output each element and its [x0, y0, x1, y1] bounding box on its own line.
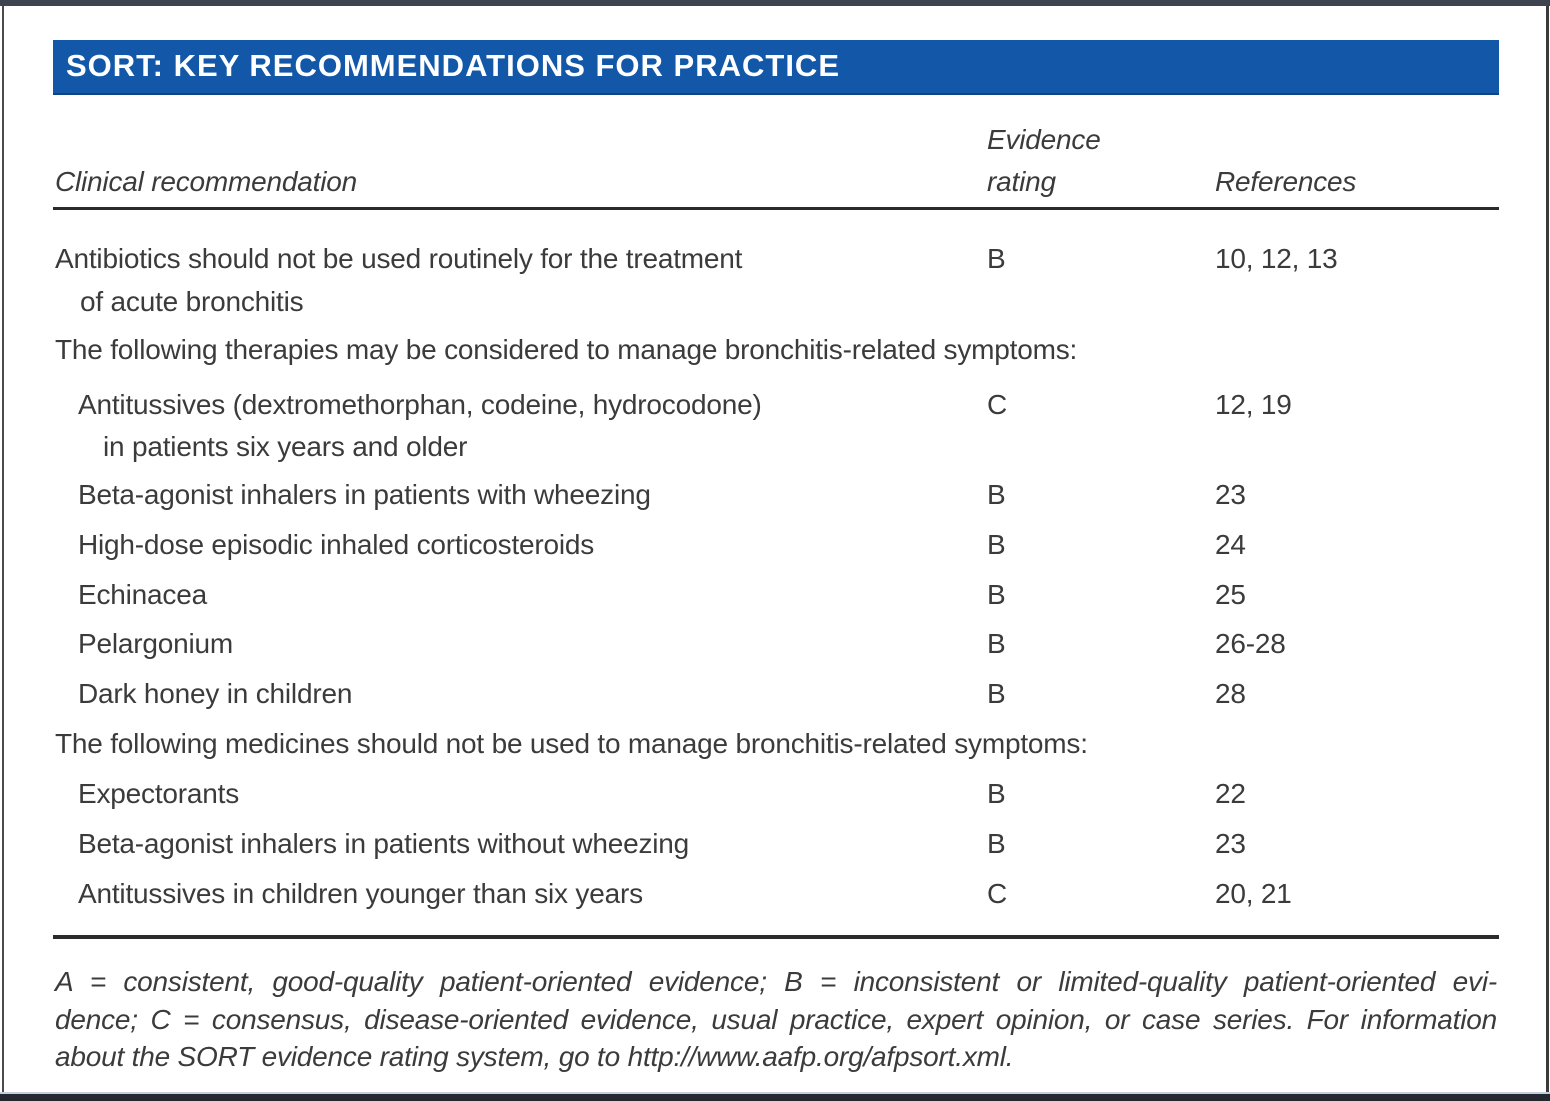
page-border-top: [0, 0, 1550, 6]
row-refs: 26-28: [1215, 628, 1286, 659]
row-rating: B: [987, 243, 1006, 274]
footnote-line: about the SORT evidence rating system, go to http://www.aafp.org/afpsort.xml.: [55, 1041, 1014, 1072]
row-text: Beta-agonist inhalers in patients with wheezing: [78, 479, 651, 510]
row-rating: B: [987, 529, 1006, 560]
row-rating: C: [987, 389, 1008, 420]
table-row: [53, 479, 1499, 511]
row-text: Pelargonium: [78, 628, 233, 659]
row-text: Antibiotics should not be used routinely for the treatment: [55, 243, 743, 274]
row-refs: 10, 12, 13: [1215, 243, 1338, 274]
row-rating: B: [987, 678, 1006, 709]
row-rating: B: [987, 579, 1006, 610]
row-rating: B: [987, 778, 1006, 809]
table-row: [53, 878, 1499, 910]
column-header-rating: rating: [987, 166, 1056, 197]
row-rating: B: [987, 628, 1006, 659]
table-section-header: [53, 728, 1499, 760]
table-row: [53, 778, 1499, 810]
row-text: of acute bronchitis: [80, 286, 304, 317]
table-title-bar: [53, 40, 1499, 95]
row-rating: B: [987, 479, 1006, 510]
row-text: Beta-agonist inhalers in patients without wheezing: [78, 828, 690, 859]
row-text: Echinacea: [78, 579, 207, 610]
row-refs: 23: [1215, 828, 1246, 859]
row-refs: 12, 19: [1215, 389, 1292, 420]
table-row-continuation: [53, 286, 1499, 318]
row-refs: 23: [1215, 479, 1246, 510]
row-text: High-dose episodic inhaled corticosteroids: [78, 529, 595, 560]
page-border-right: [1546, 6, 1549, 1094]
column-header-references: References: [1215, 166, 1357, 197]
row-text: Antitussives (dextromethorphan, codeine, hydrocodone): [78, 389, 762, 420]
row-text: Dark honey in children: [78, 678, 353, 709]
row-refs: 22: [1215, 778, 1246, 809]
row-text: in patients six years and older: [103, 431, 468, 462]
table-row-continuation: [53, 431, 1499, 463]
table-title: SORT: KEY RECOMMENDATIONS FOR PRACTICE: [66, 48, 840, 83]
evidence-rating-footnote: [55, 963, 1497, 1076]
footnote-line: A = consistent, good-quality patient-oriented evidence; B = inconsistent or limited-quality patient-oriented evi-: [55, 966, 1497, 997]
table-row: [53, 243, 1499, 275]
row-text: Expectorants: [78, 778, 240, 809]
row-refs: 25: [1215, 579, 1246, 610]
row-rating: B: [987, 828, 1006, 859]
section-text: The following therapies may be considered to manage bronchitis-related symptoms:: [55, 334, 1078, 365]
table-row: [53, 529, 1499, 561]
row-text: Antitussives in children younger than six years: [78, 878, 643, 909]
page-border-left: [2, 6, 4, 1094]
row-refs: 20, 21: [1215, 878, 1292, 909]
table-row: [53, 628, 1499, 660]
column-header-clinical-recommendation: Clinical recommendation: [55, 166, 357, 197]
row-rating: C: [987, 878, 1008, 909]
table-section-header: [53, 334, 1499, 366]
table-row: [53, 389, 1499, 421]
row-refs: 24: [1215, 529, 1246, 560]
table-bottom-rule: [53, 935, 1499, 939]
page-border-bottom: [0, 1094, 1550, 1101]
table-row: [53, 678, 1499, 710]
table-header-rule: [53, 207, 1499, 210]
table-row: [53, 828, 1499, 860]
table-row: [53, 579, 1499, 611]
column-header-evidence: Evidence: [987, 124, 1101, 155]
footnote-line: dence; C = consensus, disease-oriented evidence, usual practice, expert opinion, or case series. For information: [55, 1003, 1497, 1035]
section-text: The following medicines should not be used to manage bronchitis-related symptoms:: [55, 728, 1088, 759]
row-refs: 28: [1215, 678, 1246, 709]
